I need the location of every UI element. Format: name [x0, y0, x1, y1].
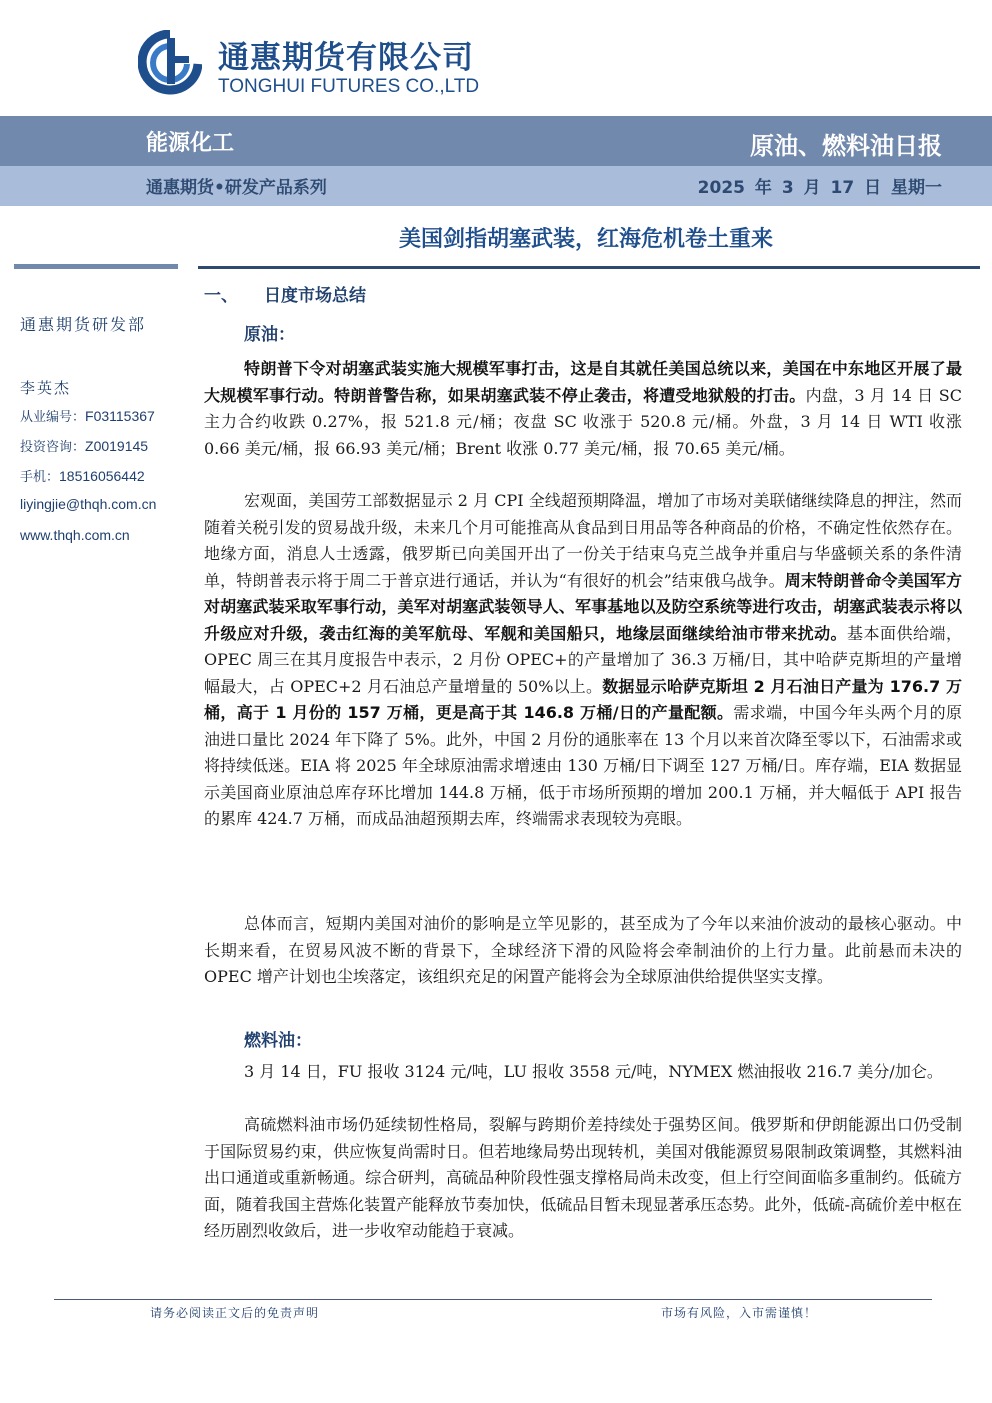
risk-warning: 市场有风险，入市需谨慎！: [660, 1306, 817, 1320]
content-divider: [198, 266, 980, 269]
disclaimer-note: 请务必阅读正文后的免责声明: [150, 1306, 320, 1320]
series-label: 通惠期货•研发产品系列: [146, 178, 327, 198]
phone-number: [20, 466, 190, 496]
department-name: 通惠期货研发部: [20, 315, 147, 334]
headline: 美国剑指胡塞武装，红海危机卷土重来: [398, 227, 773, 252]
qualification-value: F03115367: [85, 408, 155, 424]
company-name-cn: 通惠期货有限公司: [218, 40, 474, 76]
weekday-text: 星期一: [891, 178, 942, 198]
website-link[interactable]: www.thqh.com.cn: [20, 527, 130, 543]
consulting-label: 投资咨询：: [20, 440, 86, 455]
crude-paragraph-3: 总体而言，短期内美国对油价的影响是立竿见影的，甚至成为了今年以来油价波动的最核心驱动。中长期来看，在贸易风波不断的背景下，全球经济下滑的风险将会牵制油价的上行力量。此前悬而未决的 OPEC 增产计划也尘埃落定，该组织充足的闲置产能将会为全球原油供给提供坚实支撑。: [204, 914, 962, 986]
crude-p2-demand-inventory: 需求端，中国今年头两个月的原油进口量比 2024 年下降了 5%。此外，中国 2 月份的通胀率在 13 个月以来首次降至零以下，石油需求或将持续低迷。EIA 将 2025 年全球原油需求增速由 130 万桶/日下调至 127 万桶/日。库存端，EIA 数据显示美国商业原油总库存环比增加 144.8 万桶，低于市场所预期的增加 200.1 万桶，并大幅低于 API 报告的累库 424.7 万桶，而成品油超预期去库，终端需求表现较为亮眼。: [204, 703, 962, 828]
qualification-number: [20, 406, 190, 436]
subheader-band: [0, 166, 992, 206]
email-link[interactable]: liyingjie@thqh.com.cn: [20, 496, 157, 512]
crude-p1-text: 内盘，3 月 14 日 SC 主力合约收跌 0.27%，报 521.8 元/桶；夜盘 SC 收涨于 520.8 元/桶。外盘，3 月 14 日 WTI 收涨 0.66 美元/桶，报 66.93 美元/桶；Brent 收涨 0.77 美元/桶，报 70.65 美元/桶。: [204, 385, 962, 458]
sidebar-divider: [14, 264, 178, 269]
analyst-name: 李英杰: [20, 379, 72, 397]
fuel-paragraph-1: 3 月 14 日，FU 报收 3124 元/吨，LU 报收 3558 元/吨，NYMEX 燃油报收 216.7 美分/加仑。: [244, 1062, 943, 1081]
crude-p2-supply: 基本面供给端，OPEC 周三在其月度报告中表示，2 月份 OPEC+的产量增加了 36.3 万桶/日，其中哈萨克斯坦的产量增幅最大，占 OPEC+2 月石油总产量增量的 50%以上。: [204, 623, 962, 696]
header-band: [0, 116, 992, 166]
phone-value: 18516056442: [59, 468, 145, 484]
sector-label: 能源化工: [146, 131, 235, 156]
crude-paragraph-2: [204, 488, 962, 833]
company-name-en: TONGHUI FUTURES CO.,LTD: [218, 76, 480, 97]
analyst-sidebar: [20, 312, 190, 558]
consulting-value: Z0019145: [85, 438, 149, 454]
qualification-label: 从业编号：: [20, 410, 86, 425]
fuel-paragraph-2: 高硫燃料油市场仍延续韧性格局，裂解与跨期价差持续处于强势区间。俄罗斯和伊朗能源出口仍受制于国际贸易约束，供应恢复尚需时日。但若地缘局势出现转机，美国对俄能源贸易限制政策调整，其燃料油出口通道或重新畅通。综合研判，高硫品种阶段性强支撑格局尚未改变，但上行空间面临多重制约。低硫方面，随着我国主营炼化装置产能释放节奏加快，低硫品目暂未现显著承压态势。此外，低硫-高硫价差中枢在经历剧烈收敛后，进一步收窄动能趋于衰减。: [204, 1115, 962, 1240]
date-text: 2025 年 3 月 17 日: [697, 178, 882, 198]
section-heading: [204, 281, 366, 306]
section-title: 日度市场总结: [264, 286, 366, 306]
crude-paragraph-1: [204, 356, 962, 462]
consulting-number: [20, 436, 190, 466]
phone-label: 手机：: [20, 470, 60, 485]
tonghui-logo-icon: [138, 30, 202, 98]
crude-p1-bold: 特朗普下令对胡塞武装实施大规模军事打击，这是自其就任美国总统以来，美国在中东地区开展了最大规模军事行动。特朗普警告称，如果胡塞武装不停止袭击，将遭受地狱般的打击。: [204, 359, 962, 405]
fuel-heading: 燃料油：: [244, 1031, 312, 1051]
report-date: [698, 173, 942, 198]
crude-p2-kazakhstan: 数据显示哈萨克斯坦 2 月石油日产量为 176.7 万桶，高于 1 月份的 157 万桶，更是高于其 146.8 万桶/日的产量配额。: [204, 676, 962, 722]
report-title: 原油、燃料油日报: [750, 132, 942, 160]
crude-heading: 原油：: [244, 325, 295, 345]
footer-divider: [54, 1299, 932, 1300]
crude-p2-geopolitics: 周末特朗普命令美国军方对胡塞武装采取军事行动，美军对胡塞武装领导人、军事基地以及防空系统等进行攻击，胡塞武装表示将以升级应对升级，袭击红海的美军航母、军舰和美国船只，地缘层面继续给油市带来扰动。: [204, 570, 962, 643]
company-logo: [138, 30, 478, 100]
section-number: 一、: [204, 286, 238, 306]
crude-p2-macro: 宏观面，美国劳工部数据显示 2 月 CPI 全线超预期降温，增加了市场对美联储继续降息的押注，然而随着关税引发的贸易战升级，未来几个月可能推高从食品到日用品等各种商品的价格，不确定性依然存在。地缘方面，消息人士透露，俄罗斯已向美国开出了一份关于结束乌克兰战争并重启与华盛顿关系的条件清单，特朗普表示将于周二于普京进行通话，并认为“有很好的机会”结束俄乌战争。: [204, 491, 962, 590]
